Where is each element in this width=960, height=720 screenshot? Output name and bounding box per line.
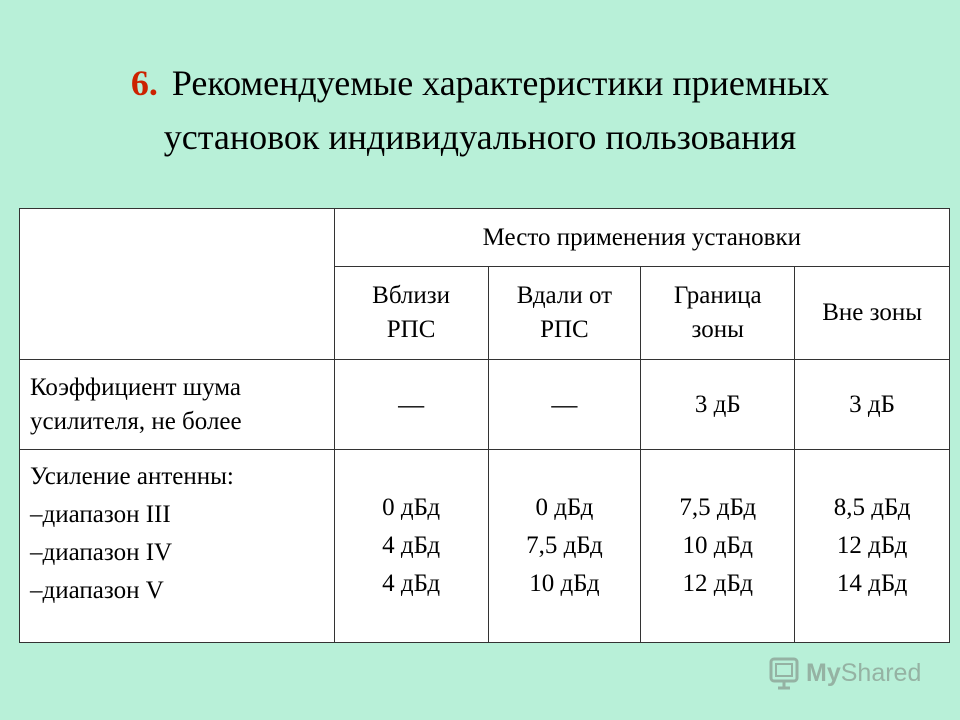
column-header-near (334, 267, 488, 360)
gain-outside-band3: 8,5 дБд (833, 494, 911, 521)
column-header-outside-line1: Вне зоны (822, 299, 922, 326)
title-line-1 (0, 56, 960, 110)
row-label-gain-line1: Усиление антенны: (30, 463, 234, 490)
column-header-far-line2: РПС (540, 316, 589, 343)
gain-outside-band4: 12 дБд (836, 532, 908, 559)
gain-outside-band5: 14 дБд (836, 570, 908, 597)
gain-far-band4: 7,5 дБд (526, 532, 603, 559)
row-label-gain-line3: –диапазон IV (30, 539, 173, 566)
watermark-logo (768, 656, 921, 690)
watermark-text-shared: Shared (840, 658, 922, 687)
gain-border-band4: 10 дБд (682, 532, 753, 559)
gain-border-band5: 12 дБд (682, 570, 753, 597)
title-line-2: установок индивидуального пользования (163, 117, 797, 157)
presentation-icon (768, 656, 800, 690)
column-header-far-line1: Вдали от (516, 282, 613, 309)
column-header-outside (795, 267, 950, 360)
gain-near-band5: 4 дБд (382, 570, 441, 597)
group-header: Место применения установки (334, 209, 949, 267)
title-text-1: Рекомендуемые характеристики приемных (171, 63, 830, 103)
gain-border-band3: 7,5 дБд (679, 494, 757, 521)
row-label-noise-line1: Коэффициент шума (30, 373, 242, 401)
noise-value-far: — (488, 360, 641, 450)
gain-values-far (488, 450, 641, 643)
column-header-border-line1: Граница (673, 282, 762, 309)
column-header-border-line2: зоны (691, 316, 744, 343)
watermark-text-my: My (806, 658, 841, 687)
table-row-gain (20, 450, 950, 643)
column-header-far (488, 267, 641, 360)
slide-number: 6. (130, 63, 158, 103)
noise-value-outside: 3 дБ (795, 360, 950, 450)
gain-far-band3: 0 дБд (535, 494, 594, 521)
gain-near-band3: 0 дБд (382, 494, 441, 521)
table-header-row (20, 209, 950, 267)
noise-value-border: 3 дБ (641, 360, 795, 450)
row-label-gain-line2: –диапазон III (30, 501, 171, 528)
gain-values-outside (795, 450, 950, 643)
characteristics-table (19, 208, 950, 643)
gain-far-band5: 10 дБд (529, 570, 600, 597)
noise-value-near: — (334, 360, 488, 450)
column-header-near-line2: РПС (386, 316, 436, 343)
column-header-border (641, 267, 795, 360)
gain-values-near (334, 450, 488, 643)
row-label-noise (20, 360, 335, 450)
table-row-noise (20, 360, 950, 450)
column-header-near-line1: Вблизи (372, 282, 451, 309)
corner-cell (20, 209, 335, 360)
row-label-noise-line2: усилителя, не более (30, 407, 242, 435)
row-label-gain-line4: –диапазон V (30, 577, 164, 604)
gain-values-border (641, 450, 795, 643)
row-label-gain (20, 450, 335, 643)
slide-title (0, 56, 960, 164)
gain-near-band4: 4 дБд (382, 532, 441, 559)
